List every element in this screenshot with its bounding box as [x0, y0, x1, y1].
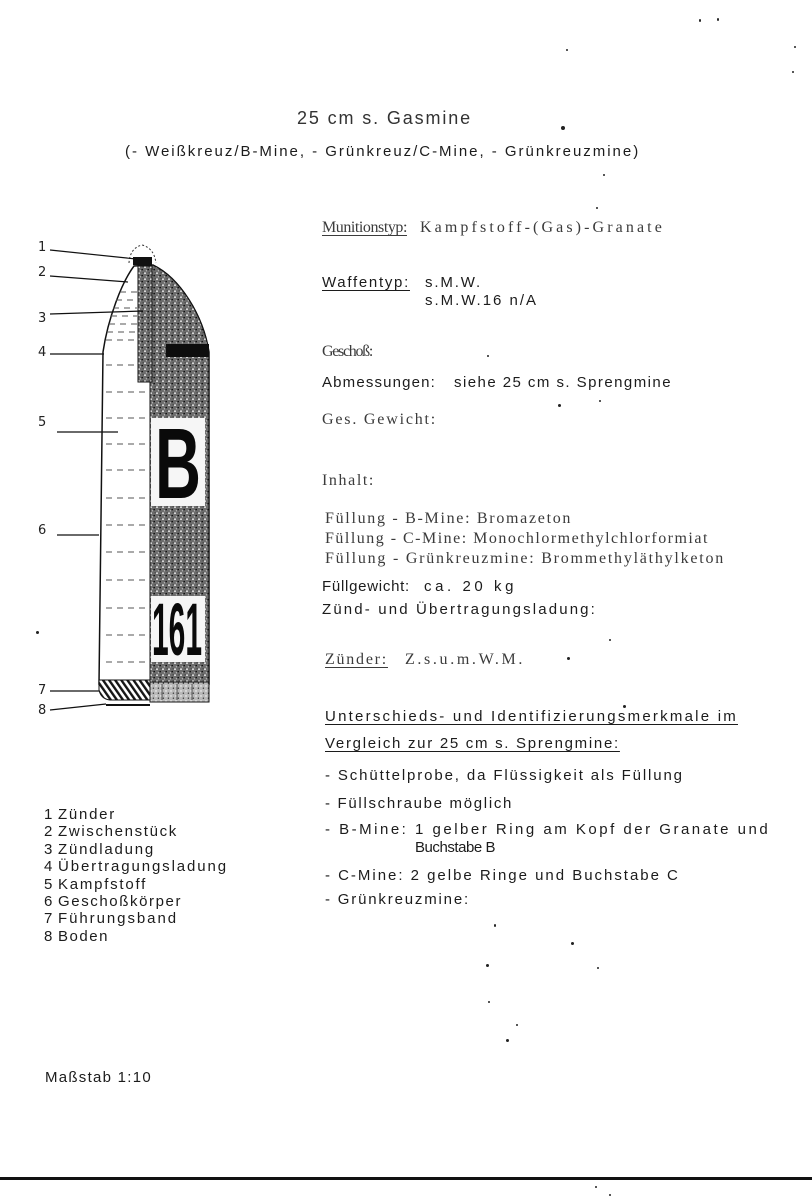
legend-label: Führungsband: [58, 910, 179, 928]
scan-speck: [36, 631, 39, 634]
scan-speck: [558, 404, 561, 407]
munitionstyp-label: Munitionstyp:: [322, 219, 407, 236]
callout-label-1: 1: [38, 240, 47, 255]
scan-speck: [623, 705, 626, 708]
zuender-label: Zünder:: [325, 651, 388, 668]
legend-item: [44, 806, 228, 823]
callout-label-3: 3: [38, 311, 47, 326]
scan-speck: [595, 1186, 597, 1188]
zuender-value: Z.s.u.m.W.M.: [405, 651, 525, 668]
driving-band: [150, 682, 209, 702]
legend-number: 1: [44, 806, 53, 823]
gewicht-label: Ges. Gewicht:: [322, 411, 438, 428]
scan-speck: [486, 964, 489, 967]
parts-legend: [44, 806, 228, 945]
fuse-head: [133, 257, 152, 265]
legend-item: [44, 876, 228, 893]
scan-speck: [487, 355, 489, 357]
callout-label-2: 2: [38, 265, 47, 280]
scan-speck: [597, 967, 599, 969]
scan-speck: [609, 639, 611, 641]
callout-line-1: [50, 250, 136, 259]
munitionstyp-value: Kampfstoff-(Gas)-Granate: [420, 219, 665, 236]
callout-label-5: 5: [38, 415, 47, 430]
feature-item: - Füllschraube möglich: [325, 795, 514, 812]
scan-speck: [561, 126, 565, 130]
document-subtitle: (- Weißkreuz/B-Mine, - Grünkreuz/C-Mine, - Grünkreuzmine): [125, 143, 641, 160]
legend-item: [44, 841, 228, 858]
legend-label: Geschoßkörper: [58, 892, 183, 910]
legend-number: 3: [44, 840, 53, 858]
fuellung-line: Füllung - B-Mine: Bromazeton: [325, 510, 573, 527]
feature-item: - C-Mine: 2 gelbe Ringe und Buchstabe C: [325, 867, 680, 884]
scan-speck: [699, 19, 701, 22]
legend-number: 6: [44, 892, 53, 910]
marking-ring-band: [166, 344, 209, 357]
scan-speck: [599, 400, 601, 402]
callout-label-7: 7: [38, 683, 47, 698]
scan-speck: [609, 1194, 611, 1196]
gas-mine-cross-section-diagram: [0, 230, 230, 720]
legend-label: Zwischenstück: [58, 823, 178, 841]
waffentyp-label: Waffentyp:: [322, 274, 410, 291]
callout-label-8: 8: [38, 703, 47, 718]
scan-speck: [794, 46, 796, 48]
scan-speck: [571, 942, 574, 945]
ladung-label: Zünd- und Übertragungsladung:: [322, 601, 597, 618]
legend-item: [44, 893, 228, 910]
scan-speck: [792, 71, 794, 73]
legend-label: Boden: [58, 927, 109, 945]
scan-speck: [488, 1001, 490, 1003]
legend-label: Übertragungsladung: [58, 858, 228, 876]
legend-number: 7: [44, 910, 53, 928]
legend-number: 5: [44, 875, 53, 893]
abmessungen-value: siehe 25 cm s. Sprengmine: [454, 374, 673, 391]
scan-speck: [567, 657, 570, 660]
legend-item: [44, 823, 228, 840]
callout-line-8: [50, 704, 106, 710]
features-heading: Vergleich zur 25 cm s. Sprengmine:: [325, 735, 620, 752]
abmessungen-label: Abmessungen:: [322, 374, 436, 391]
legend-number: 4: [44, 858, 53, 876]
scan-speck: [516, 1024, 518, 1026]
scan-speck: [566, 49, 568, 51]
legend-label: Zündladung: [58, 840, 156, 858]
fuellgewicht-label: Füllgewicht:: [322, 578, 410, 595]
fuellgewicht-value: ca. 20 kg: [424, 578, 518, 595]
scan-speck: [596, 207, 598, 209]
scan-speck: [506, 1039, 509, 1042]
feature-item: - Schüttelprobe, da Flüssigkeit als Füllung: [325, 767, 684, 784]
burster-tube: [138, 266, 152, 382]
features-heading: Unterschieds- und Identifizierungsmerkmale im: [325, 708, 738, 725]
waffentyp-value: s.M.W.: [425, 274, 482, 291]
feature-item: - B-Mine: 1 gelber Ring am Kopf der Granate und: [325, 821, 771, 838]
waffentyp-value: s.M.W.16 n/A: [425, 292, 538, 309]
scan-speck: [603, 174, 605, 176]
page-bottom-rule: [0, 1177, 812, 1180]
callout-label-6: 6: [38, 523, 47, 538]
scan-speck: [717, 18, 719, 21]
legend-label: Zünder: [58, 806, 116, 823]
fuellung-line: Füllung - C-Mine: Monochlormethylchlorformiat: [325, 530, 709, 547]
legend-number: 2: [44, 823, 53, 841]
fuellung-line: Füllung - Grünkreuzmine: Brommethyläthylketon: [325, 550, 726, 567]
legend-item: [44, 858, 228, 875]
scan-speck: [494, 924, 496, 927]
scale-note: Maßstab 1:10: [45, 1069, 152, 1086]
marking-letter: B: [155, 408, 201, 520]
feature-item-continuation: Buchstabe B: [415, 839, 495, 856]
marking-number: 161: [152, 588, 202, 671]
legend-item: [44, 928, 228, 945]
callout-label-4: 4: [38, 345, 47, 360]
legend-item: [44, 910, 228, 927]
legend-label: Kampfstoff: [58, 875, 148, 893]
document-title: 25 cm s. Gasmine: [297, 108, 472, 128]
geschoss-label: Geschoß:: [322, 343, 373, 360]
legend-number: 8: [44, 927, 53, 945]
inhalt-label: Inhalt:: [322, 472, 375, 489]
feature-item: - Grünkreuzmine:: [325, 891, 470, 908]
base-plate: [99, 680, 150, 700]
callout-line-2: [50, 276, 128, 282]
